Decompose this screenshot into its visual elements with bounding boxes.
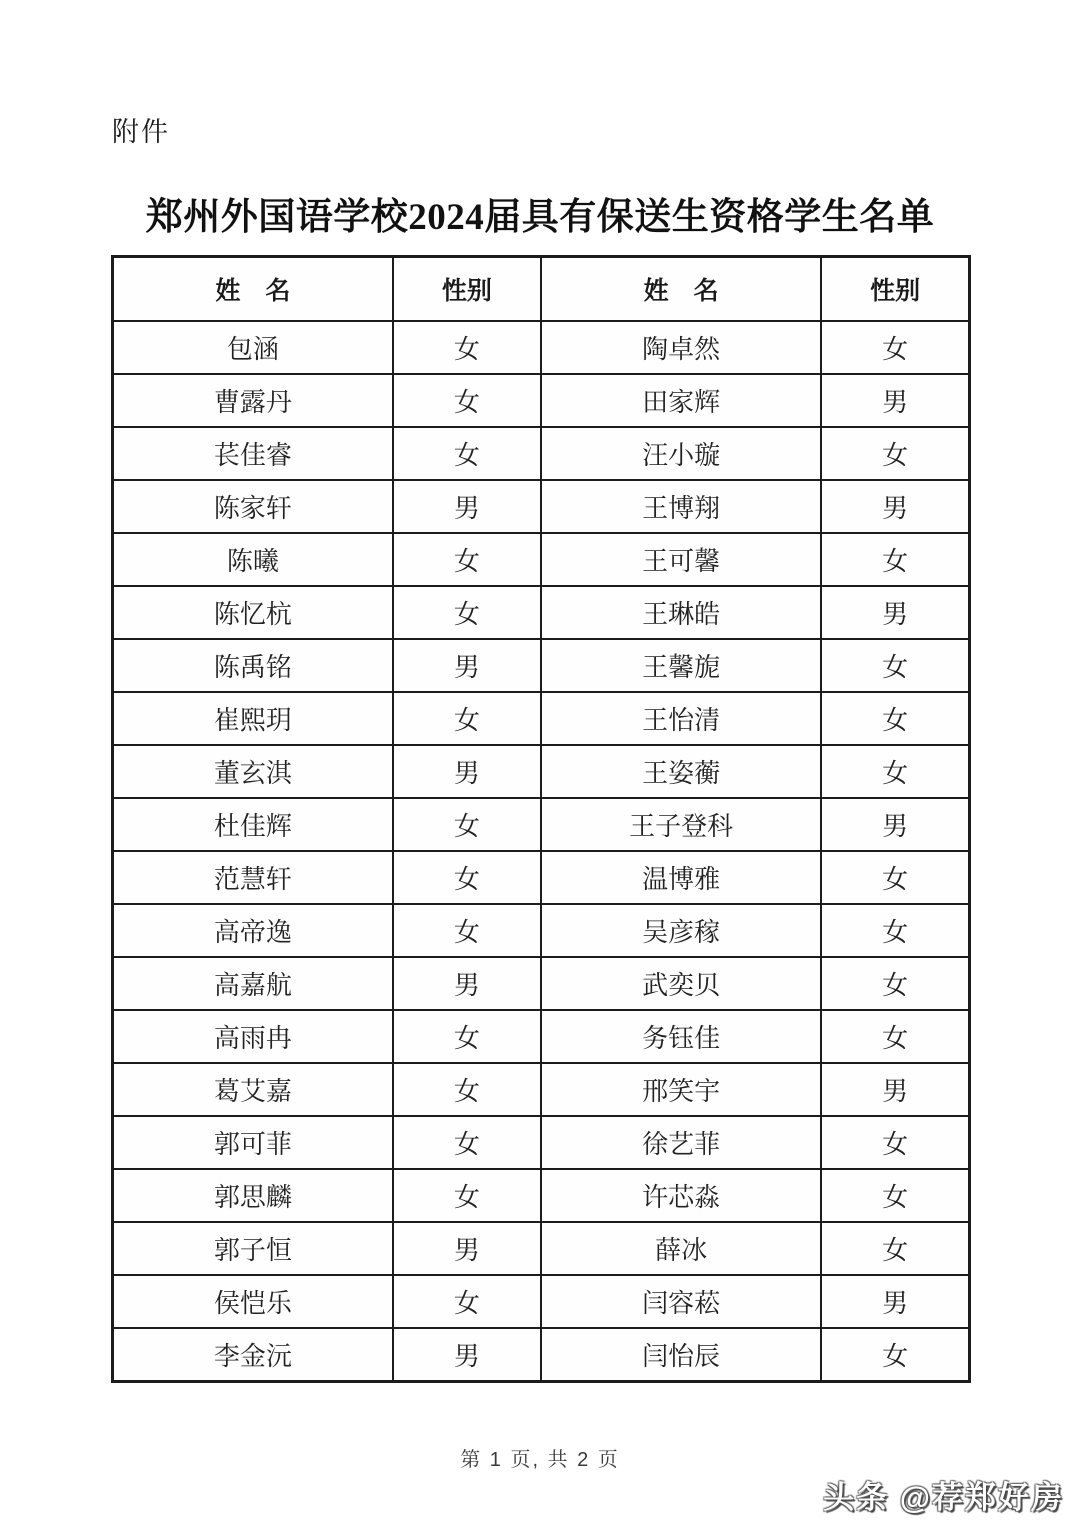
gender-cell: 女	[821, 427, 969, 480]
gender-cell: 女	[393, 427, 541, 480]
gender-cell: 女	[393, 321, 541, 374]
gender-cell: 男	[393, 639, 541, 692]
gender-cell: 女	[821, 1010, 969, 1063]
table-row	[113, 1010, 970, 1063]
table-row	[113, 1063, 970, 1116]
gender-cell: 女	[821, 321, 969, 374]
name-cell: 郭子恒	[113, 1222, 393, 1275]
gender-cell: 女	[821, 851, 969, 904]
table-row	[113, 1169, 970, 1222]
name-cell: 侯恺乐	[113, 1275, 393, 1328]
name-cell: 葛艾嘉	[113, 1063, 393, 1116]
gender-cell: 女	[393, 692, 541, 745]
name-cell: 田家辉	[541, 374, 821, 427]
gender-cell: 女	[821, 957, 969, 1010]
gender-cell: 男	[821, 374, 969, 427]
header-name-right: 姓 名	[541, 257, 821, 322]
table-row	[113, 798, 970, 851]
name-cell: 王博翔	[541, 480, 821, 533]
gender-cell: 女	[393, 851, 541, 904]
name-cell: 闫容菘	[541, 1275, 821, 1328]
gender-cell: 女	[821, 1222, 969, 1275]
name-cell: 王姿蘅	[541, 745, 821, 798]
gender-cell: 女	[393, 586, 541, 639]
name-cell: 包涵	[113, 321, 393, 374]
table-row	[113, 1328, 970, 1382]
name-cell: 陈禹铭	[113, 639, 393, 692]
gender-cell: 女	[821, 904, 969, 957]
name-cell: 吴彦稼	[541, 904, 821, 957]
gender-cell: 女	[393, 374, 541, 427]
name-cell: 邢笑宇	[541, 1063, 821, 1116]
gender-cell: 女	[821, 692, 969, 745]
gender-cell: 男	[393, 1222, 541, 1275]
gender-cell: 男	[393, 745, 541, 798]
gender-cell: 男	[393, 1328, 541, 1382]
table-row	[113, 586, 970, 639]
name-cell: 陈曦	[113, 533, 393, 586]
name-cell: 王可馨	[541, 533, 821, 586]
name-cell: 薛冰	[541, 1222, 821, 1275]
name-cell: 高嘉航	[113, 957, 393, 1010]
name-cell: 王琳皓	[541, 586, 821, 639]
name-cell: 苌佳睿	[113, 427, 393, 480]
name-cell: 务钰佳	[541, 1010, 821, 1063]
gender-cell: 女	[393, 1116, 541, 1169]
name-cell: 王子登科	[541, 798, 821, 851]
name-cell: 温博雅	[541, 851, 821, 904]
table-row	[113, 639, 970, 692]
attachment-label: 附件	[112, 117, 170, 147]
header-gender-right: 性别	[821, 257, 969, 322]
name-cell: 陈忆杭	[113, 586, 393, 639]
table-body	[113, 321, 970, 1382]
table-row	[113, 692, 970, 745]
table-row	[113, 851, 970, 904]
gender-cell: 男	[821, 480, 969, 533]
table-row	[113, 480, 970, 533]
header-name-left: 姓 名	[113, 257, 393, 322]
gender-cell: 女	[393, 533, 541, 586]
name-cell: 崔熙玥	[113, 692, 393, 745]
table-row	[113, 904, 970, 957]
name-cell: 范慧轩	[113, 851, 393, 904]
table-header-row	[113, 257, 970, 322]
student-roster-table	[111, 255, 971, 1383]
name-cell: 徐艺菲	[541, 1116, 821, 1169]
gender-cell: 女	[821, 745, 969, 798]
gender-cell: 女	[821, 1328, 969, 1382]
table-row	[113, 745, 970, 798]
table-row	[113, 1275, 970, 1328]
watermark: 头条 @荐郑好房	[823, 1480, 1064, 1515]
name-cell: 闫怡辰	[541, 1328, 821, 1382]
table-row	[113, 321, 970, 374]
page-number: 第 1 页, 共 2 页	[460, 1449, 620, 1471]
gender-cell: 女	[393, 1275, 541, 1328]
name-cell: 董玄淇	[113, 745, 393, 798]
gender-cell: 男	[821, 1275, 969, 1328]
name-cell: 郭思麟	[113, 1169, 393, 1222]
gender-cell: 女	[393, 1169, 541, 1222]
gender-cell: 男	[821, 586, 969, 639]
gender-cell: 男	[393, 480, 541, 533]
gender-cell: 男	[393, 957, 541, 1010]
table-row	[113, 374, 970, 427]
name-cell: 李金沅	[113, 1328, 393, 1382]
table-row	[113, 533, 970, 586]
gender-cell: 女	[821, 1116, 969, 1169]
gender-cell: 女	[821, 533, 969, 586]
gender-cell: 女	[393, 1063, 541, 1116]
name-cell: 汪小璇	[541, 427, 821, 480]
gender-cell: 女	[821, 639, 969, 692]
table-row	[113, 957, 970, 1010]
name-cell: 郭可菲	[113, 1116, 393, 1169]
header-gender-left: 性别	[393, 257, 541, 322]
table-row	[113, 427, 970, 480]
gender-cell: 女	[393, 798, 541, 851]
gender-cell: 女	[821, 1169, 969, 1222]
gender-cell: 男	[821, 798, 969, 851]
page-title: 郑州外国语学校2024届具有保送生资格学生名单	[145, 197, 935, 238]
name-cell: 王馨旎	[541, 639, 821, 692]
name-cell: 高雨冉	[113, 1010, 393, 1063]
name-cell: 曹露丹	[113, 374, 393, 427]
name-cell: 杜佳辉	[113, 798, 393, 851]
name-cell: 武奕贝	[541, 957, 821, 1010]
gender-cell: 女	[393, 1010, 541, 1063]
name-cell: 高帝逸	[113, 904, 393, 957]
name-cell: 许芯淼	[541, 1169, 821, 1222]
name-cell: 陈家轩	[113, 480, 393, 533]
table-row	[113, 1116, 970, 1169]
table-row	[113, 1222, 970, 1275]
name-cell: 王怡清	[541, 692, 821, 745]
gender-cell: 男	[821, 1063, 969, 1116]
name-cell: 陶卓然	[541, 321, 821, 374]
gender-cell: 女	[393, 904, 541, 957]
